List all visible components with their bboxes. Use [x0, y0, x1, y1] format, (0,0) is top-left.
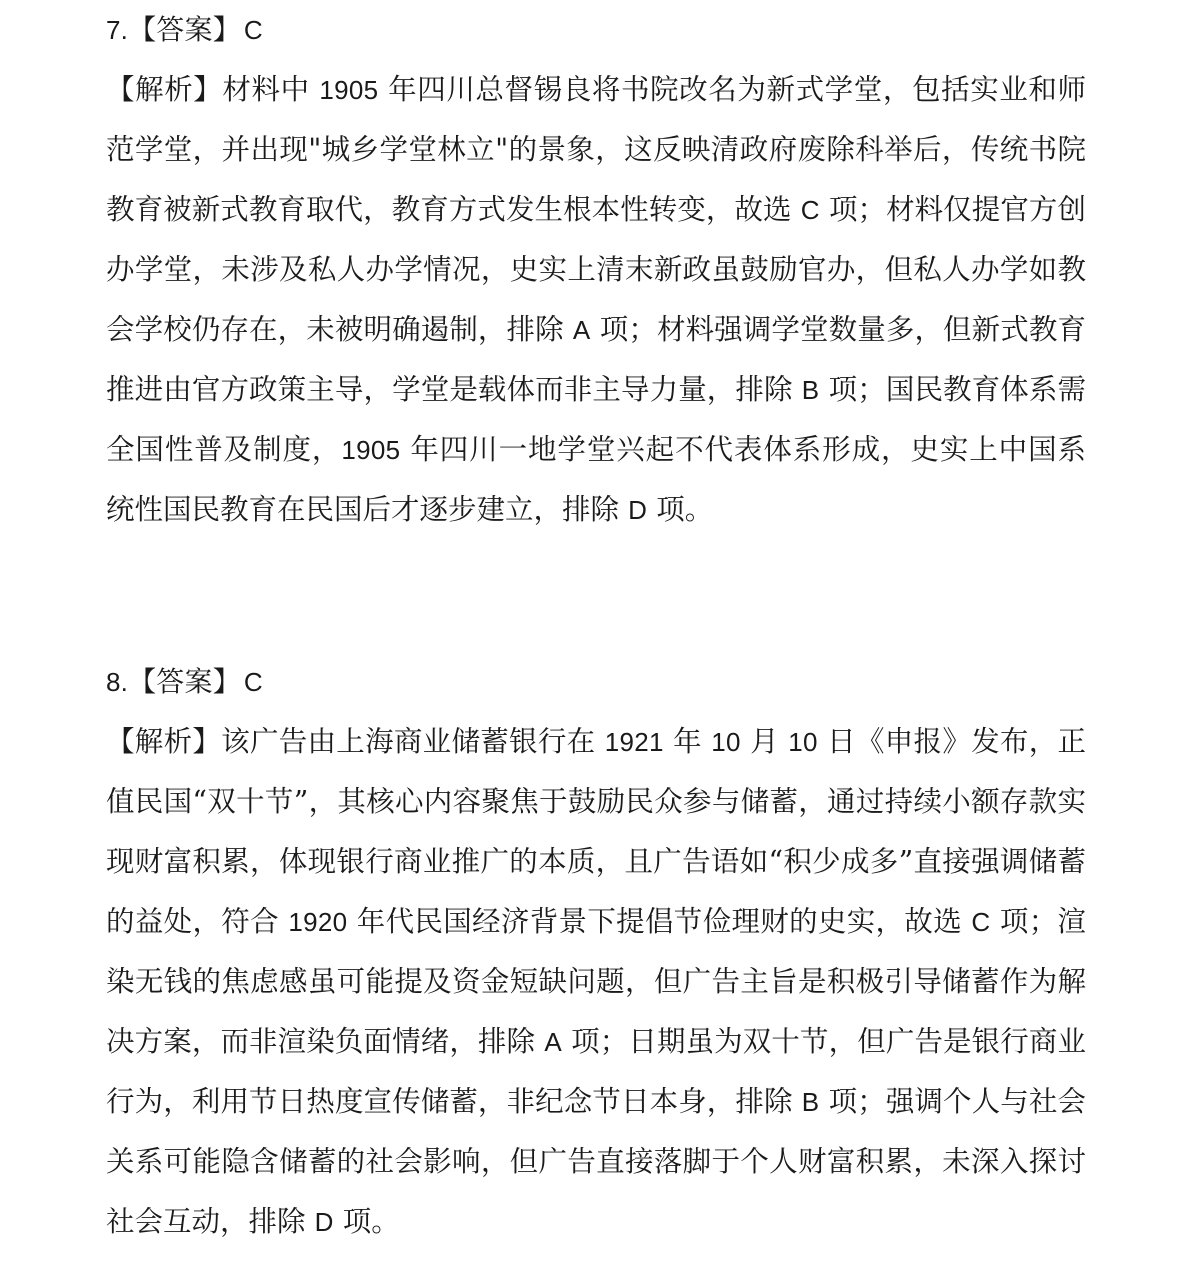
month-10: 10	[711, 727, 741, 757]
explanation-text-7-part5: 项；国民教育体系需全国性普及制度，	[106, 373, 1086, 466]
explanation-text-8-part7: 项；日期虽为双十节，但广告是银行商业行为，利用节日热度宣传储蓄，非纪念节日本身，排除	[106, 1025, 1086, 1118]
day-10: 10	[788, 727, 818, 757]
explanation-text-7-part7: 项。	[647, 493, 714, 526]
explanation-text-8-part8: 项；强调个人与社会关系可能隐含储蓄的社会影响，但广告直接落脚于个人财富积累，未深入探讨社会互动，排除	[106, 1085, 1086, 1238]
answer-heading-8	[106, 652, 1086, 712]
answer-heading-7	[106, 0, 1086, 60]
option-c-8: C	[971, 907, 991, 937]
explanation-text-7-part1: 材料中	[222, 73, 320, 106]
explanation-text-8-part2: 年	[663, 725, 712, 758]
year-1920s: 1920	[288, 907, 348, 937]
explanation-text-7-part2: 年四川总督锡良将书院改名为新式学堂，包括实业和师范学堂，并出现"城乡学堂林立"的景象，这反映清政府废除科举后，传统书院教育被新式教育取代，教育方式发生根本性转变，故选	[106, 73, 1086, 226]
question-number-8: 8.	[106, 667, 129, 697]
document-content	[106, 0, 1086, 1252]
explanation-label-8: 【解析】	[106, 725, 222, 758]
answer-label-8: 【答案】	[128, 665, 241, 698]
year-1921: 1921	[604, 727, 664, 757]
option-b-8: B	[801, 1087, 820, 1117]
explanation-text-8-part1: 该广告由上海商业储蓄银行在	[221, 725, 605, 758]
section-separator	[106, 540, 1086, 652]
option-a-8: A	[544, 1027, 562, 1057]
explanation-text-8-part5: 年代民国经济背景下提倡节俭理财的史实，故选	[347, 905, 972, 938]
option-c-7: C	[800, 195, 820, 225]
answer-value-7: C	[243, 15, 263, 45]
option-a-7: A	[572, 315, 591, 345]
year-1905-b: 1905	[341, 435, 401, 465]
explanation-text-7-part4: 项；材料强调学堂数量多，但新式教育推进由官方政策主导，学堂是载体而非主导力量，排除	[106, 313, 1086, 406]
option-d-7: D	[628, 495, 648, 525]
explanation-text-8-part4: 日《申报》发布，正值民国“双十节”，其核心内容聚焦于鼓励民众参与储蓄，通过持续小额存款实现财富积累，体现银行商业推广的本质，且广告语如“积少成多”直接强调储蓄的益处，符合	[106, 725, 1086, 938]
explanation-label-7: 【解析】	[106, 73, 223, 106]
question-number-7: 7.	[106, 15, 129, 45]
explanation-text-8-part3: 月	[740, 725, 789, 758]
year-1905-a: 1905	[319, 75, 379, 105]
option-b-7: B	[801, 375, 820, 405]
answer-section-7	[106, 0, 1086, 540]
explanation-text-7-part6: 年四川一地学堂兴起不代表体系形成，史实上中国系统性国民教育在民国后才逐步建立，排除	[106, 433, 1086, 526]
answer-label-7: 【答案】	[128, 13, 241, 46]
explanation-text-7-part3: 项；材料仅提官方创办学堂，未涉及私人办学情况，史实上清末新政虽鼓励官办，但私人办学如教会学校仍存在，未被明确遏制，排除	[106, 193, 1086, 346]
answer-value-8: C	[243, 667, 263, 697]
answer-section-8	[106, 652, 1086, 1252]
option-d-8: D	[314, 1207, 334, 1237]
explanation-paragraph-8	[106, 712, 1086, 1252]
explanation-paragraph-7	[106, 60, 1086, 540]
explanation-text-8-part9: 项。	[333, 1205, 400, 1238]
explanation-text-8-part6: 项；渲染无钱的焦虑感虽可能提及资金短缺问题，但广告主旨是积极引导储蓄作为解决方案，而非渲染负面情绪，排除	[106, 905, 1087, 1058]
